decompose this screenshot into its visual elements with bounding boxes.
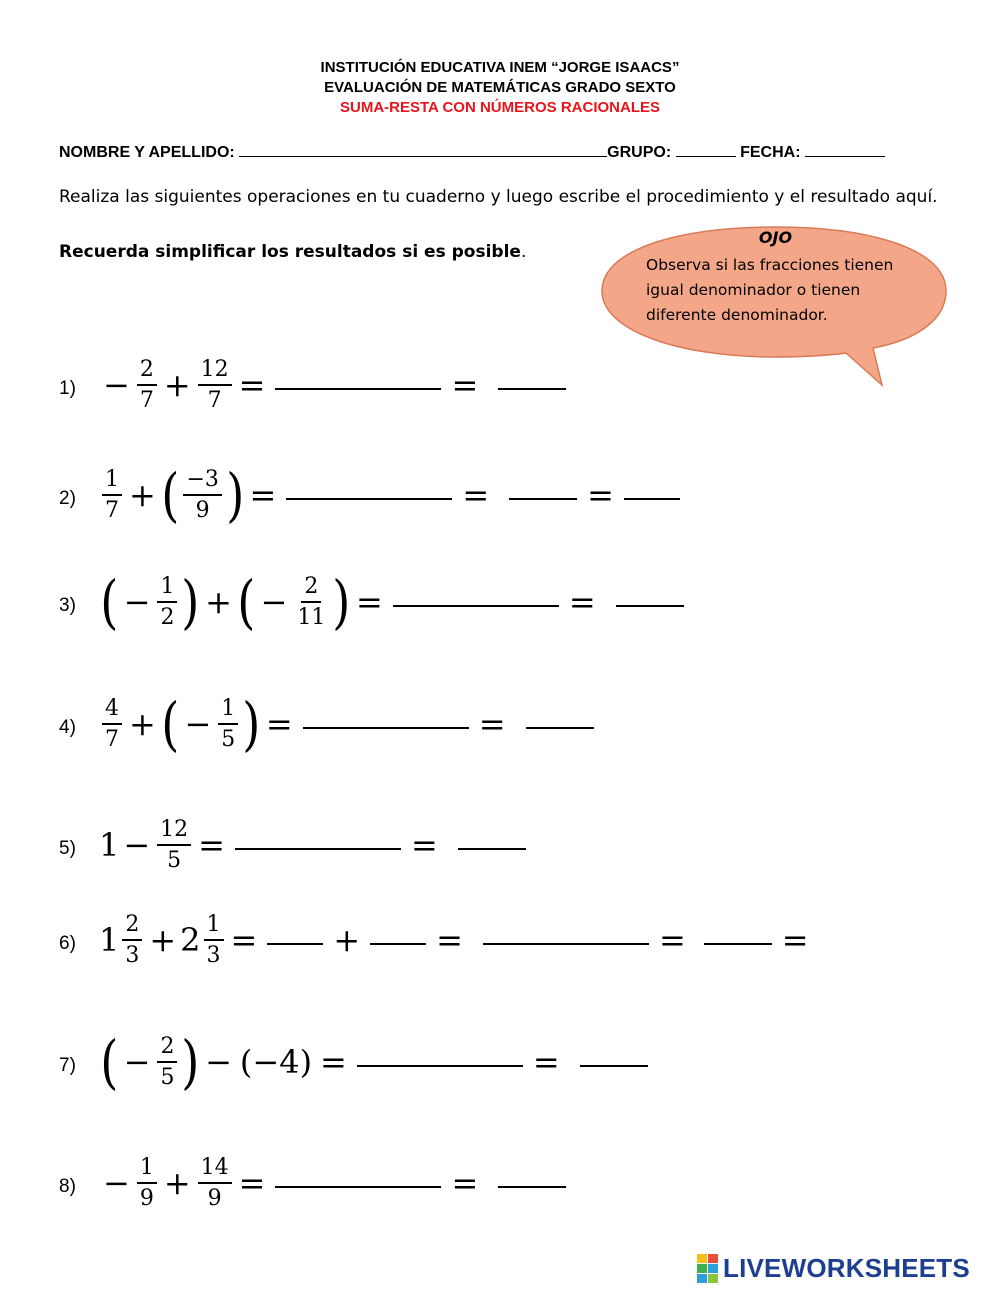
exercise-number: 1) bbox=[59, 378, 76, 399]
reminder-bold: Recuerda simplificar los resultados si es posible bbox=[59, 242, 521, 262]
group-label: GRUPO: bbox=[607, 144, 672, 161]
answer-blank[interactable] bbox=[509, 498, 577, 500]
exercise-number: 2) bbox=[59, 488, 76, 509]
student-fields bbox=[59, 141, 939, 162]
exercise-7: 7) ( − $\frac{2}{5}$ ) − (−4) = = bbox=[59, 1022, 654, 1102]
fraction: $\frac{1}{3}$ bbox=[204, 914, 224, 967]
whole-number: 2 bbox=[180, 921, 201, 959]
fraction: $\frac{2}{3}$ bbox=[122, 914, 142, 967]
fraction: $\frac{1}{9}$ bbox=[137, 1157, 157, 1210]
fraction: $\frac{12}{5}$ bbox=[157, 819, 191, 872]
exercise-number: 3) bbox=[59, 595, 76, 616]
exercise-number: 7) bbox=[59, 1055, 76, 1076]
exercise-4: 4) $\frac{4}{7}$ + ( − $\frac{1}{5}$ ) = = bbox=[59, 684, 600, 764]
date-label: FECHA: bbox=[740, 144, 801, 161]
topic-title: SUMA-RESTA CON NÚMEROS RACIONALES bbox=[339, 99, 660, 116]
exercise-8: 8) − $\frac{1}{9}$ + $\frac{14}{9}$ = = bbox=[59, 1143, 572, 1223]
exercise-6: 6) 1 $\frac{2}{3}$ + 2 $\frac{1}{3}$ = + = = = bbox=[59, 911, 809, 968]
answer-blank[interactable] bbox=[275, 1186, 441, 1188]
answer-blank[interactable] bbox=[498, 1186, 566, 1188]
name-blank[interactable] bbox=[239, 141, 607, 157]
exercise-number: 8) bbox=[59, 1176, 76, 1197]
exercise-number: 6) bbox=[59, 933, 76, 954]
exercise-number: 5) bbox=[59, 838, 76, 859]
integer-value: −4 bbox=[252, 1043, 300, 1081]
date-blank[interactable] bbox=[805, 141, 885, 157]
answer-blank[interactable] bbox=[275, 388, 441, 390]
answer-blank[interactable] bbox=[526, 727, 594, 729]
ojo-body: Observa si las fracciones tienen igual denominador o tienen diferente denominador. bbox=[646, 256, 894, 324]
exercise-1: 1) − $\frac{2}{7}$ + $\frac{12}{7}$ = = bbox=[59, 345, 572, 425]
name-label: NOMBRE Y APELLIDO: bbox=[59, 144, 235, 161]
fraction: $\frac{12}{7}$ bbox=[198, 359, 232, 412]
whole-number: 1 bbox=[99, 826, 120, 864]
answer-blank[interactable] bbox=[498, 388, 566, 390]
evaluation-title: EVALUACIÓN DE MATEMÁTICAS GRADO SEXTO bbox=[324, 79, 676, 96]
fraction: $\frac{2}{7}$ bbox=[137, 359, 157, 412]
exercise-number: 4) bbox=[59, 717, 76, 738]
fraction: $\frac{14}{9}$ bbox=[198, 1157, 232, 1210]
answer-blank[interactable] bbox=[458, 848, 526, 850]
answer-blank[interactable] bbox=[286, 498, 452, 500]
ojo-title: OJO bbox=[758, 228, 793, 247]
fraction: $\frac{1}{5}$ bbox=[218, 698, 238, 751]
fraction: $\frac{2}{5}$ bbox=[157, 1036, 177, 1089]
fraction: $\frac{4}{7}$ bbox=[102, 698, 122, 751]
answer-blank[interactable] bbox=[357, 1065, 523, 1067]
exercise-5: 5) 1 − $\frac{12}{5}$ = = bbox=[59, 805, 532, 885]
exercise-3: 3) ( − $\frac{1}{2}$ ) + ( − $\frac{2}{11}$ ) = = bbox=[59, 562, 690, 642]
reminder-period: . bbox=[520, 242, 527, 262]
answer-blank[interactable] bbox=[704, 943, 772, 945]
answer-blank[interactable] bbox=[267, 943, 323, 945]
whole-number: 1 bbox=[99, 921, 120, 959]
group-blank[interactable] bbox=[676, 141, 736, 157]
answer-blank[interactable] bbox=[580, 1065, 648, 1067]
institution-title: INSTITUCIÓN EDUCATIVA INEM “JORGE ISAACS” bbox=[320, 59, 680, 76]
exercise-2: 2) $\frac{1}{7}$ + ( $\frac{-3}{9}$ ) = = = bbox=[59, 455, 686, 535]
liveworksheets-logo bbox=[697, 1253, 970, 1284]
liveworksheets-logo-icon bbox=[697, 1254, 719, 1284]
fraction: $\frac{1}{7}$ bbox=[102, 469, 122, 522]
fraction: $\frac{-3}{9}$ bbox=[183, 469, 221, 522]
answer-blank[interactable] bbox=[616, 605, 684, 607]
fraction: $\frac{2}{11}$ bbox=[297, 573, 326, 630]
instruction-reminder bbox=[59, 239, 526, 265]
answer-blank[interactable] bbox=[624, 498, 680, 500]
ojo-callout bbox=[598, 225, 953, 390]
liveworksheets-wordmark: LIVEWORKSHEETS bbox=[723, 1253, 970, 1283]
fraction: $\frac{1}{2}$ bbox=[157, 576, 177, 629]
instruction-text: Realiza las siguientes operaciones en tu cuaderno y luego escribe el procedimiento y el resultado aquí. bbox=[59, 187, 938, 207]
answer-blank[interactable] bbox=[303, 727, 469, 729]
answer-blank[interactable] bbox=[393, 605, 559, 607]
answer-blank[interactable] bbox=[235, 848, 401, 850]
answer-blank[interactable] bbox=[483, 943, 649, 945]
answer-blank[interactable] bbox=[370, 943, 426, 945]
